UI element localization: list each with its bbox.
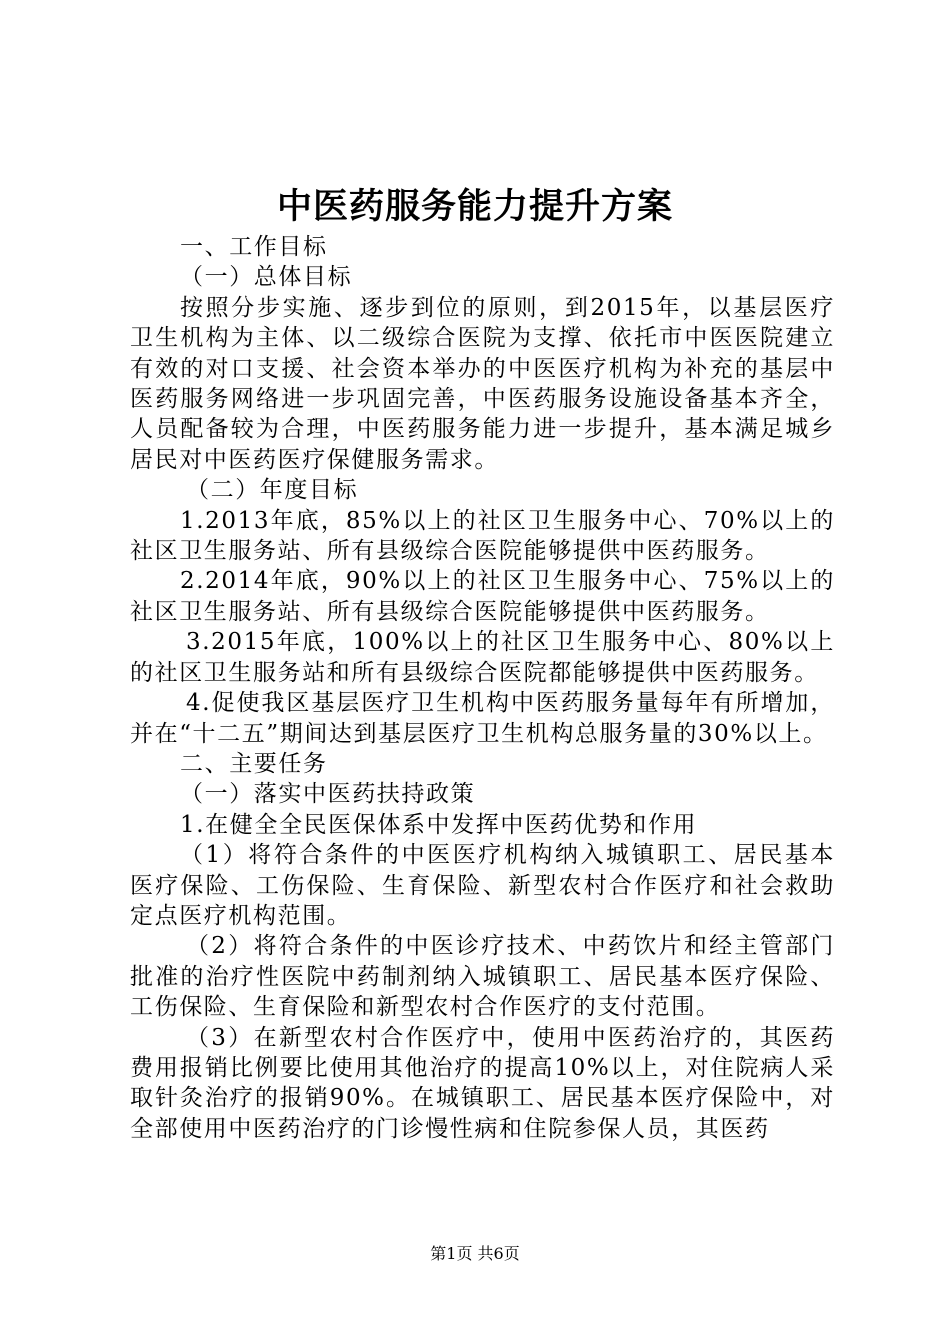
item-heading-2-1-1: 1.在健全全民医保体系中发挥中医药优势和作用 [180,811,698,838]
subsection-heading-2-1: （一）落实中医药扶持政策 [180,781,476,808]
paragraph-overall-goal: 按照分步实施、逐步到位的原则，到2015年，以基层医疗卫生机构为主体、以二级综合医院为支撑、依托市中医医院建立有效的对口支援、社会资本举办的中医医疗机构为补充的基层中医药服务网络进一步巩固完善，中医药服务设施设备基本齐全，人员配备较为合理，中医药服务能力进一步提升，基本满足城乡居民对中医药医疗保健服务需求。 [130,294,835,473]
paragraph-item-1: （1）将符合条件的中医医疗机构纳入城镇职工、居民基本医疗保险、工伤保险、生育保险、新型农村合作医疗和社会救助定点医疗机构范围。 [130,842,835,929]
document-title: 中医药服务能力提升方案 [276,186,673,227]
document-body [130,232,835,1144]
subsection-heading-1-1: （一）总体目标 [180,264,353,291]
section-heading-1: 一、工作目标 [180,234,328,260]
paragraph-goal-2013: 1.2013年底，85%以上的社区卫生服务中心、70%以上的社区卫生服务站、所有县级综合医院能够提供中医药服务。 [130,507,835,565]
paragraph-goal-service-volume: 4.促使我区基层医疗卫生机构中医药服务量每年有所增加，并在“十二五”期间达到基层医疗卫生机构总服务量的30%以上。 [130,690,835,747]
section-heading-2: 二、主要任务 [180,750,328,777]
paragraph-item-2: （2）将符合条件的中医诊疗技术、中药饮片和经主管部门批准的治疗性医院中药制剂纳入城镇职工、居民基本医疗保险、工伤保险、生育保险和新型农村合作医疗的支付范围。 [130,933,835,1021]
page-number-footer: 第1页 共6页 [430,1244,520,1263]
subsection-heading-1-2: （二）年度目标 [186,477,359,504]
paragraph-goal-2014: 2.2014年底，90%以上的社区卫生服务中心、75%以上的社区卫生服务站、所有县级综合医院能够提供中医药服务。 [130,568,835,625]
paragraph-goal-2015: 3.2015年底，100%以上的社区卫生服务中心、80%以上的社区卫生服务站和所有县级综合医院都能够提供中医药服务。 [130,629,835,686]
paragraph-item-3: （3）在新型农村合作医疗中，使用中医药治疗的，其医药费用报销比例要比使用其他治疗的提高10%以上，对住院病人采取针灸治疗的报销90%。在城镇职工、居民基本医疗保险中，对全部使用中医药治疗的门诊慢性病和住院参保人员，其医药 [130,1024,835,1142]
